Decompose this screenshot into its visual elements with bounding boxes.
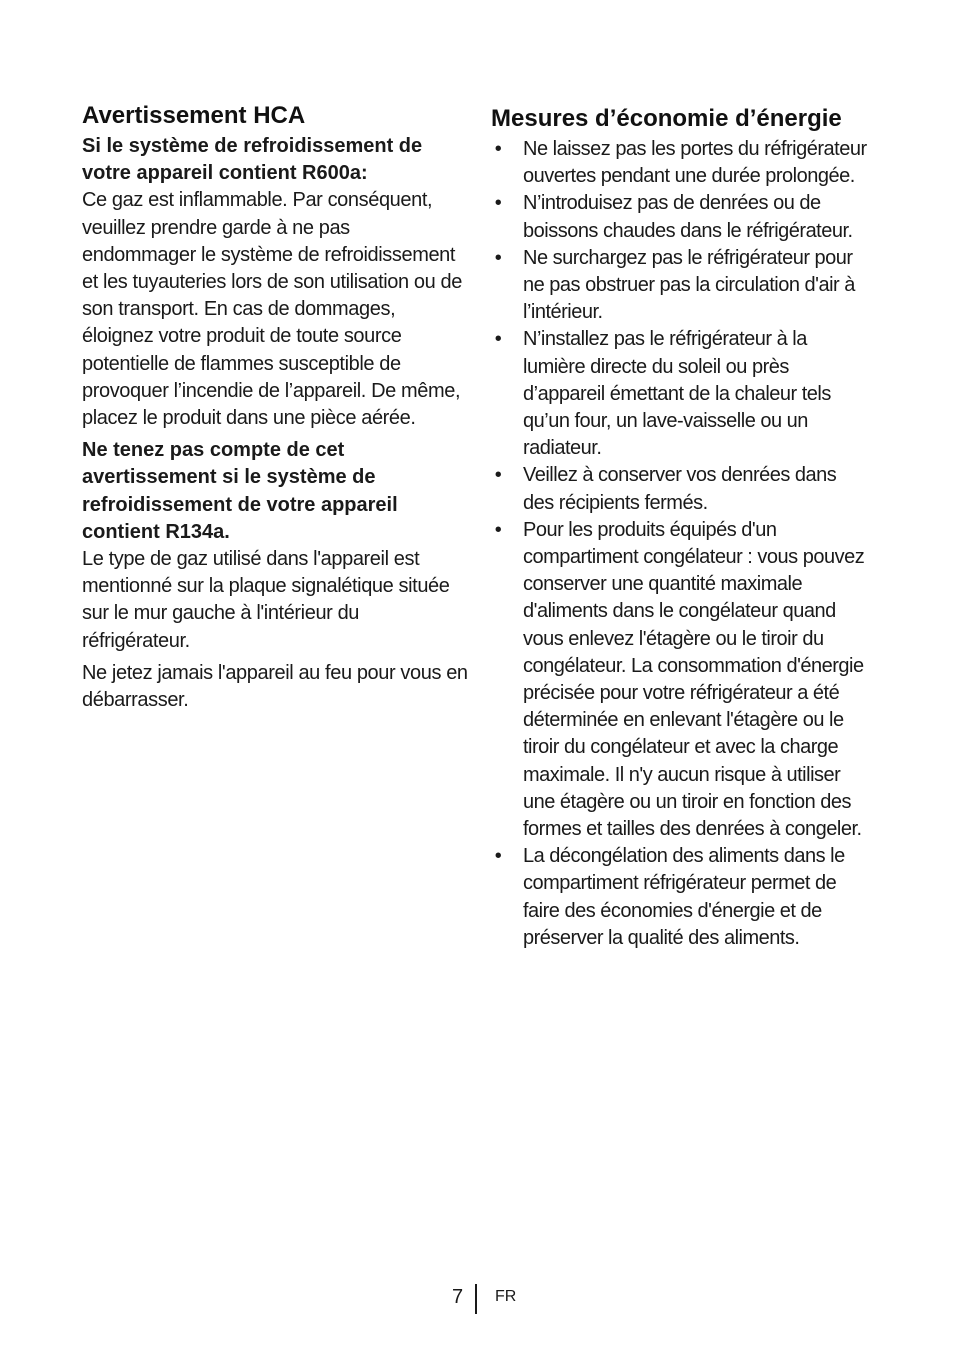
page-footer [0,1284,954,1314]
disposal-paragraph: Ne jetez jamais l'appareil au feu pour vous en débarrasser. [82,661,468,712]
list-item-text: N’installez pas le réfrigérateur à la lumière directe du soleil ou près d’appareil émettant de la chaleur tels qu’un four, un lave-vaisselle ou un radiateur. [523,328,831,460]
list-item-text: Ne laissez pas les portes du réfrigérateur ouvertes pendant une durée prolongée. [523,138,867,188]
list-item [491,136,871,190]
bullet-icon: • [494,518,502,541]
energy-saving-list [491,136,871,952]
bullet-icon: • [494,328,502,351]
bullet-icon: • [494,138,502,160]
bullet-icon: • [494,845,502,868]
page-number: 7 [452,1286,464,1308]
left-column [82,102,468,714]
list-item-text: Veillez à conserver vos denrées dans des récipients fermés. [523,464,837,514]
bullet-icon: • [494,246,502,269]
gas-type-paragraph: Le type de gaz utilisé dans l'appareil est mentionné sur la plaque signalétique située sur le mur gauche à l'intérieur du réfrigérateur. [82,548,450,652]
bullet-icon: • [494,192,502,215]
hca-warning-heading: Avertissement HCA [82,102,306,129]
r134a-condition: Ne tenez pas compte de cet avertissement si le système de refroidissement de votre appareil contient R134a. [82,439,398,543]
list-item-text: N’introduisez pas de denrées ou de boissons chaudes dans le réfrigérateur. [523,192,853,242]
list-item-text: La décongélation des aliments dans le compartiment réfrigérateur permet de faire des économies d'énergie et de préserver la qualité des aliments. [523,845,845,949]
language-code: FR [495,1288,517,1305]
list-item [491,843,871,952]
list-item [491,190,871,244]
list-item [491,245,871,327]
r600a-condition: Si le système de refroidissement de votre appareil contient R600a: [82,135,423,185]
energy-saving-heading: Mesures d’économie d’énergie [491,105,842,132]
flammable-gas-paragraph: Ce gaz est inflammable. Par conséquent, veuillez prendre garde à ne pas endommager le système de refroidissement et les tuyauteries lors de son utilisation ou de son transport. En cas de dommages, éloignez votre produit de toute source potentielle de flammes susceptible de provoquer l’incendie de l’appareil. De même, placez le produit dans une pièce aérée. [82,189,462,430]
right-column [491,102,871,952]
list-item [491,326,871,462]
list-item [491,462,871,516]
bullet-icon: • [494,464,502,487]
footer-divider [475,1284,477,1314]
list-item [491,517,871,843]
list-item-text: Pour les produits équipés d'un compartiment congélateur : vous pouvez conserver une quantité maximale d'aliments dans le congélateur quand vous enlevez l'étagère ou le tiroir du congélateur. La consommation d'énergie précisée pour votre réfrigérateur a été déterminée en enlevant l'étagère ou le tiroir du congélateur et avec la charge maximale. Il n'y aucun risque à utiliser une étagère ou un tiroir en fonction des formes et tailles des denrées à congeler. [523,518,865,841]
list-item-text: Ne surchargez pas le réfrigérateur pour ne pas obstruer pas la circulation d'air à l’intérieur. [523,246,855,324]
